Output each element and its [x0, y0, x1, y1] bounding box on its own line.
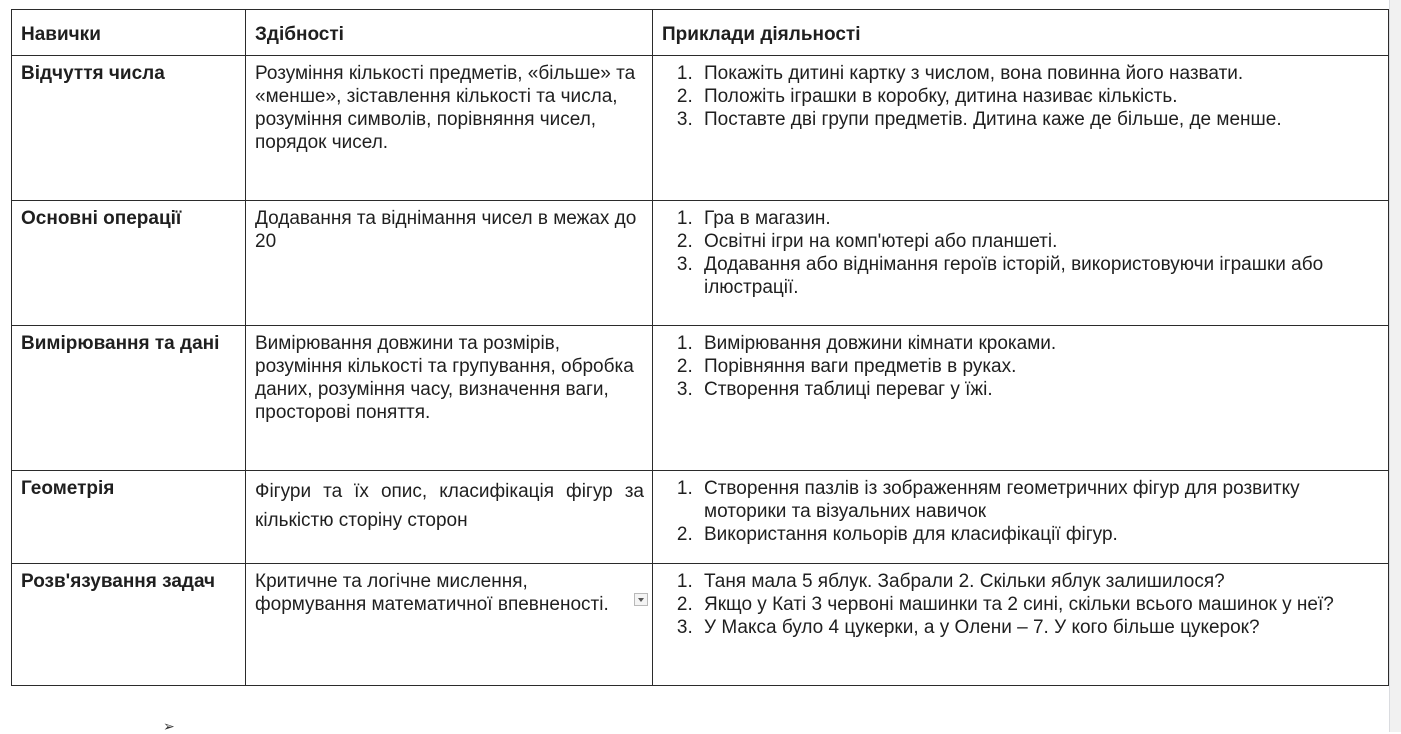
skills-table: [11, 9, 1389, 686]
skill-cell: Геометрія: [12, 471, 246, 564]
list-item: 2. Освітні ігри на комп'ютері або планшеті.: [698, 230, 1380, 253]
list-item: 2. Якщо у Каті 3 червоні машинки та 2 сині, скільки всього машинок у неї?: [698, 593, 1380, 616]
examples-list: [662, 570, 1380, 639]
skill-cell: Розв'язування задач: [12, 564, 246, 686]
list-item: 1. Гра в магазин.: [698, 207, 1380, 230]
abilities-cell: Вимірювання довжини та розмірів, розуміння кількості та групування, обробка даних, розуміння часу, визначення ваги, просторові поняття.: [246, 326, 653, 471]
header-examples: Приклади діяльності: [653, 10, 1389, 56]
list-item: 3. Поставте дві групи предметів. Дитина каже де більше, де менше.: [698, 108, 1380, 131]
skill-cell: Вимірювання та дані: [12, 326, 246, 471]
examples-list: [662, 477, 1380, 546]
right-scroll-rail[interactable]: [1389, 0, 1401, 732]
arrowhead-icon: ➢: [163, 718, 175, 734]
table-header-row: [12, 10, 1389, 56]
abilities-cell: Фігури та їх опис, класифікація фігур за кількістю сторіну сторон: [246, 471, 653, 564]
list-item: 3. Створення таблиці переваг у їжі.: [698, 378, 1380, 401]
examples-list: [662, 207, 1380, 299]
skill-cell: Відчуття числа: [12, 56, 246, 201]
examples-cell: [653, 471, 1389, 564]
list-item: 3. Додавання або віднімання героїв історій, використовуючи іграшки або ілюстрації.: [698, 253, 1380, 299]
table-row: [12, 201, 1389, 326]
abilities-cell: Критичне та логічне мислення, формування математичної впевненості.: [246, 564, 653, 686]
examples-cell: [653, 326, 1389, 471]
examples-list: [662, 332, 1380, 401]
list-item: 3. У Макса було 4 цукерки, а у Олени – 7. У кого більше цукерок?: [698, 616, 1380, 639]
list-item: 1. Створення пазлів із зображенням геометричних фігур для розвитку моторики та візуальних навичок: [698, 477, 1380, 523]
header-skills: Навички: [12, 10, 246, 56]
examples-cell: [653, 564, 1389, 686]
table-row: [12, 471, 1389, 564]
table-row: [12, 326, 1389, 471]
list-item: 1. Вимірювання довжини кімнати кроками.: [698, 332, 1380, 355]
table-row: [12, 56, 1389, 201]
abilities-cell: Додавання та віднімання чисел в межах до 20: [246, 201, 653, 326]
table-row: [12, 564, 1389, 686]
header-abilities: Здібності: [246, 10, 653, 56]
examples-cell: [653, 201, 1389, 326]
list-item: 1. Таня мала 5 яблук. Забрали 2. Скільки яблук залишилося?: [698, 570, 1380, 593]
examples-cell: [653, 56, 1389, 201]
dropdown-arrow-icon[interactable]: [634, 593, 648, 606]
list-item: 2. Використання кольорів для класифікації фігур.: [698, 523, 1380, 546]
list-item: 1. Покажіть дитині картку з числом, вона повинна його назвати.: [698, 62, 1380, 85]
list-item: 2. Положіть іграшки в коробку, дитина називає кількість.: [698, 85, 1380, 108]
list-item: 2. Порівняння ваги предметів в руках.: [698, 355, 1380, 378]
abilities-cell: Розуміння кількості предметів, «більше» та «менше», зіставлення кількості та числа, розуміння символів, порівняння чисел, порядок чисел.: [246, 56, 653, 201]
skill-cell: Основні операції: [12, 201, 246, 326]
examples-list: [662, 62, 1380, 131]
